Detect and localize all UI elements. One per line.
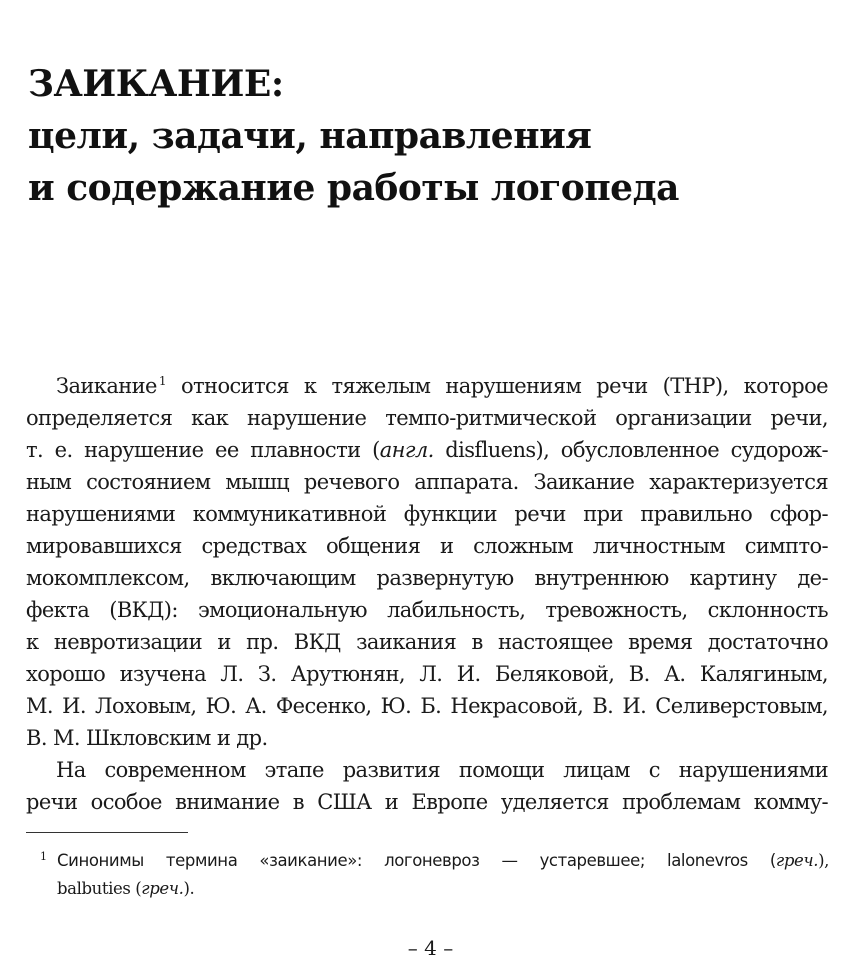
text-line: мировавшихся средствах общения и сложным личностным симпто- — [26, 534, 828, 558]
text-fragment: ). — [183, 879, 195, 898]
footnote — [40, 847, 829, 903]
footnote-number: 1 — [40, 850, 47, 863]
chapter-title-line-1: ЗАИКАНИЕ: — [28, 63, 284, 105]
text-fragment: disfluens), обусловленное судорож- — [433, 438, 828, 462]
text-line: нарушениями коммуникативной функции речи при правильно сфор- — [26, 502, 828, 526]
text-line: мокомплексом, включающим развернутую внутреннюю картину де- — [26, 566, 828, 590]
italic-abbreviation: греч. — [141, 879, 184, 898]
main-text — [26, 370, 828, 818]
italic-abbreviation: англ. — [379, 438, 434, 462]
text-fragment: balbuties ( — [57, 879, 142, 898]
text-line: М. И. Лоховым, Ю. А. Фесенко, Ю. Б. Некрасовой, В. И. Селиверстовым, — [26, 694, 828, 718]
text-fragment: относится к тяжелым нарушениям речи (ТНР), которое — [165, 374, 828, 398]
text-fragment: ), — [818, 851, 829, 870]
text-line: определяется как нарушение темпо-ритмической организации речи, — [26, 406, 828, 430]
text-line: ным состоянием мышц речевого аппарата. Заикание характеризуется — [26, 470, 828, 494]
text-line: На современном этапе развития помощи лицам с нарушениями — [56, 758, 828, 782]
text-line — [26, 434, 828, 466]
text-line: хорошо изучена Л. З. Арутюнян, Л. И. Беляковой, В. А. Калягиным, — [26, 662, 828, 686]
chapter-title — [28, 58, 848, 214]
text-fragment: Синонимы термина «заикание»: логоневроз — устаревшее; lalonevros ( — [57, 851, 776, 870]
text-line — [26, 370, 828, 402]
footnote-line — [57, 847, 829, 875]
text-line: речи особое внимание в США и Европе уделяется проблемам комму- — [26, 790, 828, 814]
text-line: фекта (ВКД): эмоциональную лабильность, тревожность, склонность — [26, 598, 828, 622]
footnote-divider — [26, 832, 188, 833]
text-line: В. М. Шкловским и др. — [26, 726, 268, 750]
term-zaikanie: Заикание — [56, 374, 157, 398]
chapter-title-line-3: и содержание работы логопеда — [28, 167, 679, 209]
chapter-title-line-2: цели, задачи, направления — [28, 115, 592, 157]
italic-abbreviation: греч. — [775, 851, 819, 870]
page-number: – 4 – — [407, 936, 454, 960]
footnote-reference[interactable]: 1 — [158, 374, 166, 388]
text-fragment: т. е. нарушение ее плавности ( — [26, 438, 380, 462]
footnote-line — [57, 875, 829, 903]
text-line: к невротизации и пр. ВКД заикания в настоящее время достаточно — [26, 630, 828, 654]
